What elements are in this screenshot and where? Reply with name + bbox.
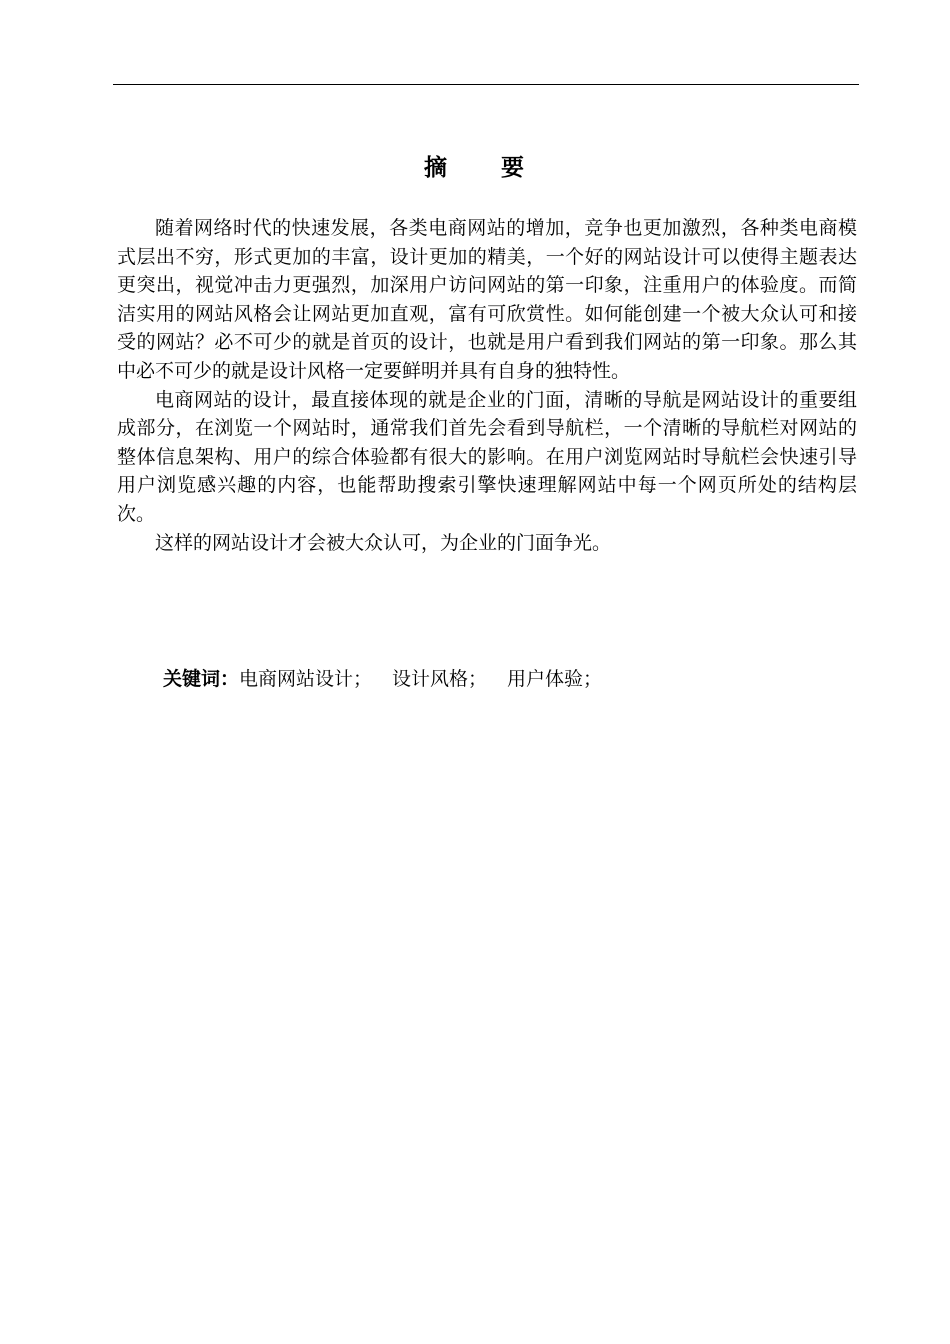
keywords-label: 关键词： bbox=[163, 668, 240, 690]
header-rule bbox=[113, 84, 859, 85]
abstract-body bbox=[117, 214, 857, 557]
abstract-paragraph-2: 电商网站的设计，最直接体现的就是企业的门面，清晰的导航是网站设计的重要组成部分，在浏览一个网站时，通常我们首先会看到导航栏，一个清晰的导航栏对网站的整体信息架构、用户的综合体验都有很大的影响。在用户浏览网站时导航栏会快速引导用户浏览感兴趣的内容，也能帮助搜索引擎快速理解网站中每一个网页所处的结构层次。 bbox=[117, 388, 857, 525]
keyword-item: 设计风格； bbox=[392, 668, 488, 690]
title-char-2: 要 bbox=[501, 155, 526, 181]
page-title bbox=[0, 150, 950, 186]
keywords-line bbox=[163, 664, 622, 694]
keyword-item: 用户体验； bbox=[507, 668, 603, 690]
abstract-paragraph-1: 随着网络时代的快速发展，各类电商网站的增加，竞争也更加激烈，各种类电商模式层出不穷，形式更加的丰富，设计更加的精美，一个好的网站设计可以使得主题表达更突出，视觉冲击力更强烈，加深用户访问网站的第一印象，注重用户的体验度。而简洁实用的网站风格会让网站更加直观，富有可欣赏性。如何能创建一个被大众认可和接受的网站？必不可少的就是首页的设计，也就是用户看到我们网站的第一印象。那么其中必不可少的就是设计风格一定要鲜明并具有自身的独特性。 bbox=[117, 217, 857, 382]
title-char-1: 摘 bbox=[424, 155, 449, 181]
keyword-item: 电商网站设计； bbox=[239, 668, 373, 690]
abstract-paragraph-3: 这样的网站设计才会被大众认可，为企业的门面争光。 bbox=[155, 531, 612, 554]
